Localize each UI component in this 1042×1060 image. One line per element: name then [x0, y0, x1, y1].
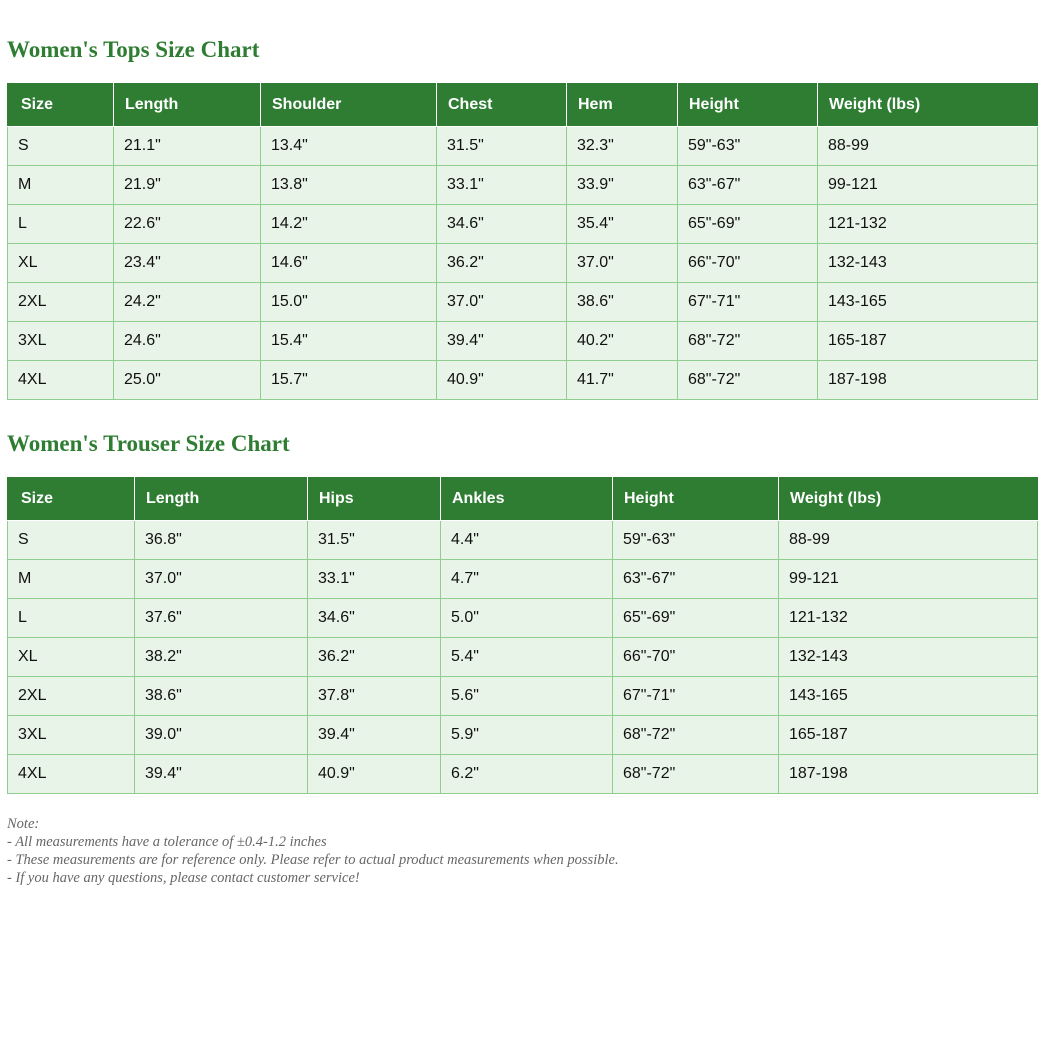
table-cell: 65"-69" [678, 205, 818, 244]
table-cell: 99-121 [818, 166, 1038, 205]
table-cell: 3XL [8, 322, 114, 361]
table-cell: M [8, 166, 114, 205]
table-cell: 33.9" [567, 166, 678, 205]
table-cell: 15.4" [261, 322, 437, 361]
table-cell: 37.0" [567, 244, 678, 283]
trouser-header-size: Size [8, 478, 135, 521]
table-cell: 37.0" [135, 560, 308, 599]
trouser-chart-title: Women's Trouser Size Chart [7, 431, 290, 456]
table-row [8, 127, 1038, 166]
table-cell: 22.6" [114, 205, 261, 244]
trouser-header-height: Height [613, 478, 779, 521]
table-cell: 121-132 [779, 599, 1038, 638]
table-cell: 88-99 [779, 521, 1038, 560]
table-cell: 2XL [8, 677, 135, 716]
table-row [8, 677, 1038, 716]
table-cell: 68"-72" [613, 755, 779, 794]
table-cell: 31.5" [437, 127, 567, 166]
trouser-header-hips: Hips [308, 478, 441, 521]
table-cell: 38.6" [135, 677, 308, 716]
table-cell: 39.4" [437, 322, 567, 361]
table-cell: 34.6" [437, 205, 567, 244]
table-cell: 132-143 [779, 638, 1038, 677]
table-row [8, 166, 1038, 205]
table-cell: 132-143 [818, 244, 1038, 283]
table-row [8, 560, 1038, 599]
table-cell: 34.6" [308, 599, 441, 638]
table-cell: 40.9" [437, 361, 567, 400]
notes-block [7, 815, 1036, 887]
note-line: - These measurements are for reference only. Please refer to actual product measurements when possible. [7, 852, 619, 868]
table-cell: 2XL [8, 283, 114, 322]
trouser-header-row [8, 478, 1038, 521]
table-cell: 21.9" [114, 166, 261, 205]
table-row [8, 755, 1038, 794]
tops-header-length: Length [114, 84, 261, 127]
table-cell: 66"-70" [613, 638, 779, 677]
table-row [8, 716, 1038, 755]
table-cell: 33.1" [437, 166, 567, 205]
table-cell: 41.7" [567, 361, 678, 400]
table-cell: 5.9" [441, 716, 613, 755]
table-cell: 68"-72" [678, 322, 818, 361]
tops-header-weight: Weight (lbs) [818, 84, 1038, 127]
table-row [8, 599, 1038, 638]
table-cell: 4.4" [441, 521, 613, 560]
tops-header-height: Height [678, 84, 818, 127]
table-cell: 5.4" [441, 638, 613, 677]
table-cell: 88-99 [818, 127, 1038, 166]
table-cell: 59"-63" [613, 521, 779, 560]
table-cell: 39.0" [135, 716, 308, 755]
tops-header-hem: Hem [567, 84, 678, 127]
note-line: - All measurements have a tolerance of ±0.4-1.2 inches [7, 834, 327, 850]
table-cell: 6.2" [441, 755, 613, 794]
table-cell: 67"-71" [678, 283, 818, 322]
table-cell: 14.2" [261, 205, 437, 244]
table-cell: 68"-72" [613, 716, 779, 755]
table-cell: 25.0" [114, 361, 261, 400]
table-cell: XL [8, 638, 135, 677]
table-cell: 36.2" [437, 244, 567, 283]
table-cell: 4XL [8, 361, 114, 400]
table-cell: 37.8" [308, 677, 441, 716]
table-cell: 63"-67" [613, 560, 779, 599]
table-cell: 5.6" [441, 677, 613, 716]
tops-header-chest: Chest [437, 84, 567, 127]
table-cell: S [8, 521, 135, 560]
table-row [8, 322, 1038, 361]
table-cell: 40.2" [567, 322, 678, 361]
table-row [8, 244, 1038, 283]
table-cell: 66"-70" [678, 244, 818, 283]
table-cell: L [8, 205, 114, 244]
table-cell: 21.1" [114, 127, 261, 166]
table-cell: 143-165 [779, 677, 1038, 716]
table-cell: 187-198 [818, 361, 1038, 400]
table-cell: 165-187 [818, 322, 1038, 361]
trouser-header-ankles: Ankles [441, 478, 613, 521]
table-cell: 187-198 [779, 755, 1038, 794]
table-cell: XL [8, 244, 114, 283]
table-cell: 13.4" [261, 127, 437, 166]
table-cell: 5.0" [441, 599, 613, 638]
table-cell: 65"-69" [613, 599, 779, 638]
table-cell: 3XL [8, 716, 135, 755]
trouser-header-weight: Weight (lbs) [779, 478, 1038, 521]
note-line: - If you have any questions, please contact customer service! [7, 870, 360, 886]
table-row [8, 283, 1038, 322]
table-cell: 31.5" [308, 521, 441, 560]
trouser-header-length: Length [135, 478, 308, 521]
table-cell: 35.4" [567, 205, 678, 244]
table-cell: 63"-67" [678, 166, 818, 205]
table-cell: S [8, 127, 114, 166]
table-cell: 14.6" [261, 244, 437, 283]
table-cell: 4.7" [441, 560, 613, 599]
table-cell: 39.4" [308, 716, 441, 755]
tops-header-size: Size [8, 84, 114, 127]
table-cell: 37.0" [437, 283, 567, 322]
table-cell: 99-121 [779, 560, 1038, 599]
table-cell: 38.6" [567, 283, 678, 322]
table-cell: 32.3" [567, 127, 678, 166]
tops-size-table [7, 83, 1038, 400]
table-cell: 13.8" [261, 166, 437, 205]
table-cell: 36.8" [135, 521, 308, 560]
page [0, 36, 1042, 887]
table-cell: 33.1" [308, 560, 441, 599]
table-cell: 24.6" [114, 322, 261, 361]
table-row [8, 361, 1038, 400]
table-cell: 121-132 [818, 205, 1038, 244]
table-row [8, 521, 1038, 560]
tops-header-shoulder: Shoulder [261, 84, 437, 127]
table-cell: 68"-72" [678, 361, 818, 400]
table-cell: 38.2" [135, 638, 308, 677]
table-cell: 24.2" [114, 283, 261, 322]
tops-chart-title: Women's Tops Size Chart [7, 37, 260, 62]
table-cell: 143-165 [818, 283, 1038, 322]
table-cell: 59"-63" [678, 127, 818, 166]
table-cell: 15.0" [261, 283, 437, 322]
table-cell: 15.7" [261, 361, 437, 400]
table-cell: L [8, 599, 135, 638]
table-cell: 67"-71" [613, 677, 779, 716]
table-cell: 39.4" [135, 755, 308, 794]
table-cell: 36.2" [308, 638, 441, 677]
table-cell: 37.6" [135, 599, 308, 638]
trouser-size-table [7, 477, 1038, 794]
table-row [8, 205, 1038, 244]
table-cell: M [8, 560, 135, 599]
table-row [8, 638, 1038, 677]
notes-heading: Note: [7, 816, 40, 832]
table-cell: 40.9" [308, 755, 441, 794]
tops-header-row [8, 84, 1038, 127]
table-cell: 165-187 [779, 716, 1038, 755]
table-cell: 4XL [8, 755, 135, 794]
table-cell: 23.4" [114, 244, 261, 283]
